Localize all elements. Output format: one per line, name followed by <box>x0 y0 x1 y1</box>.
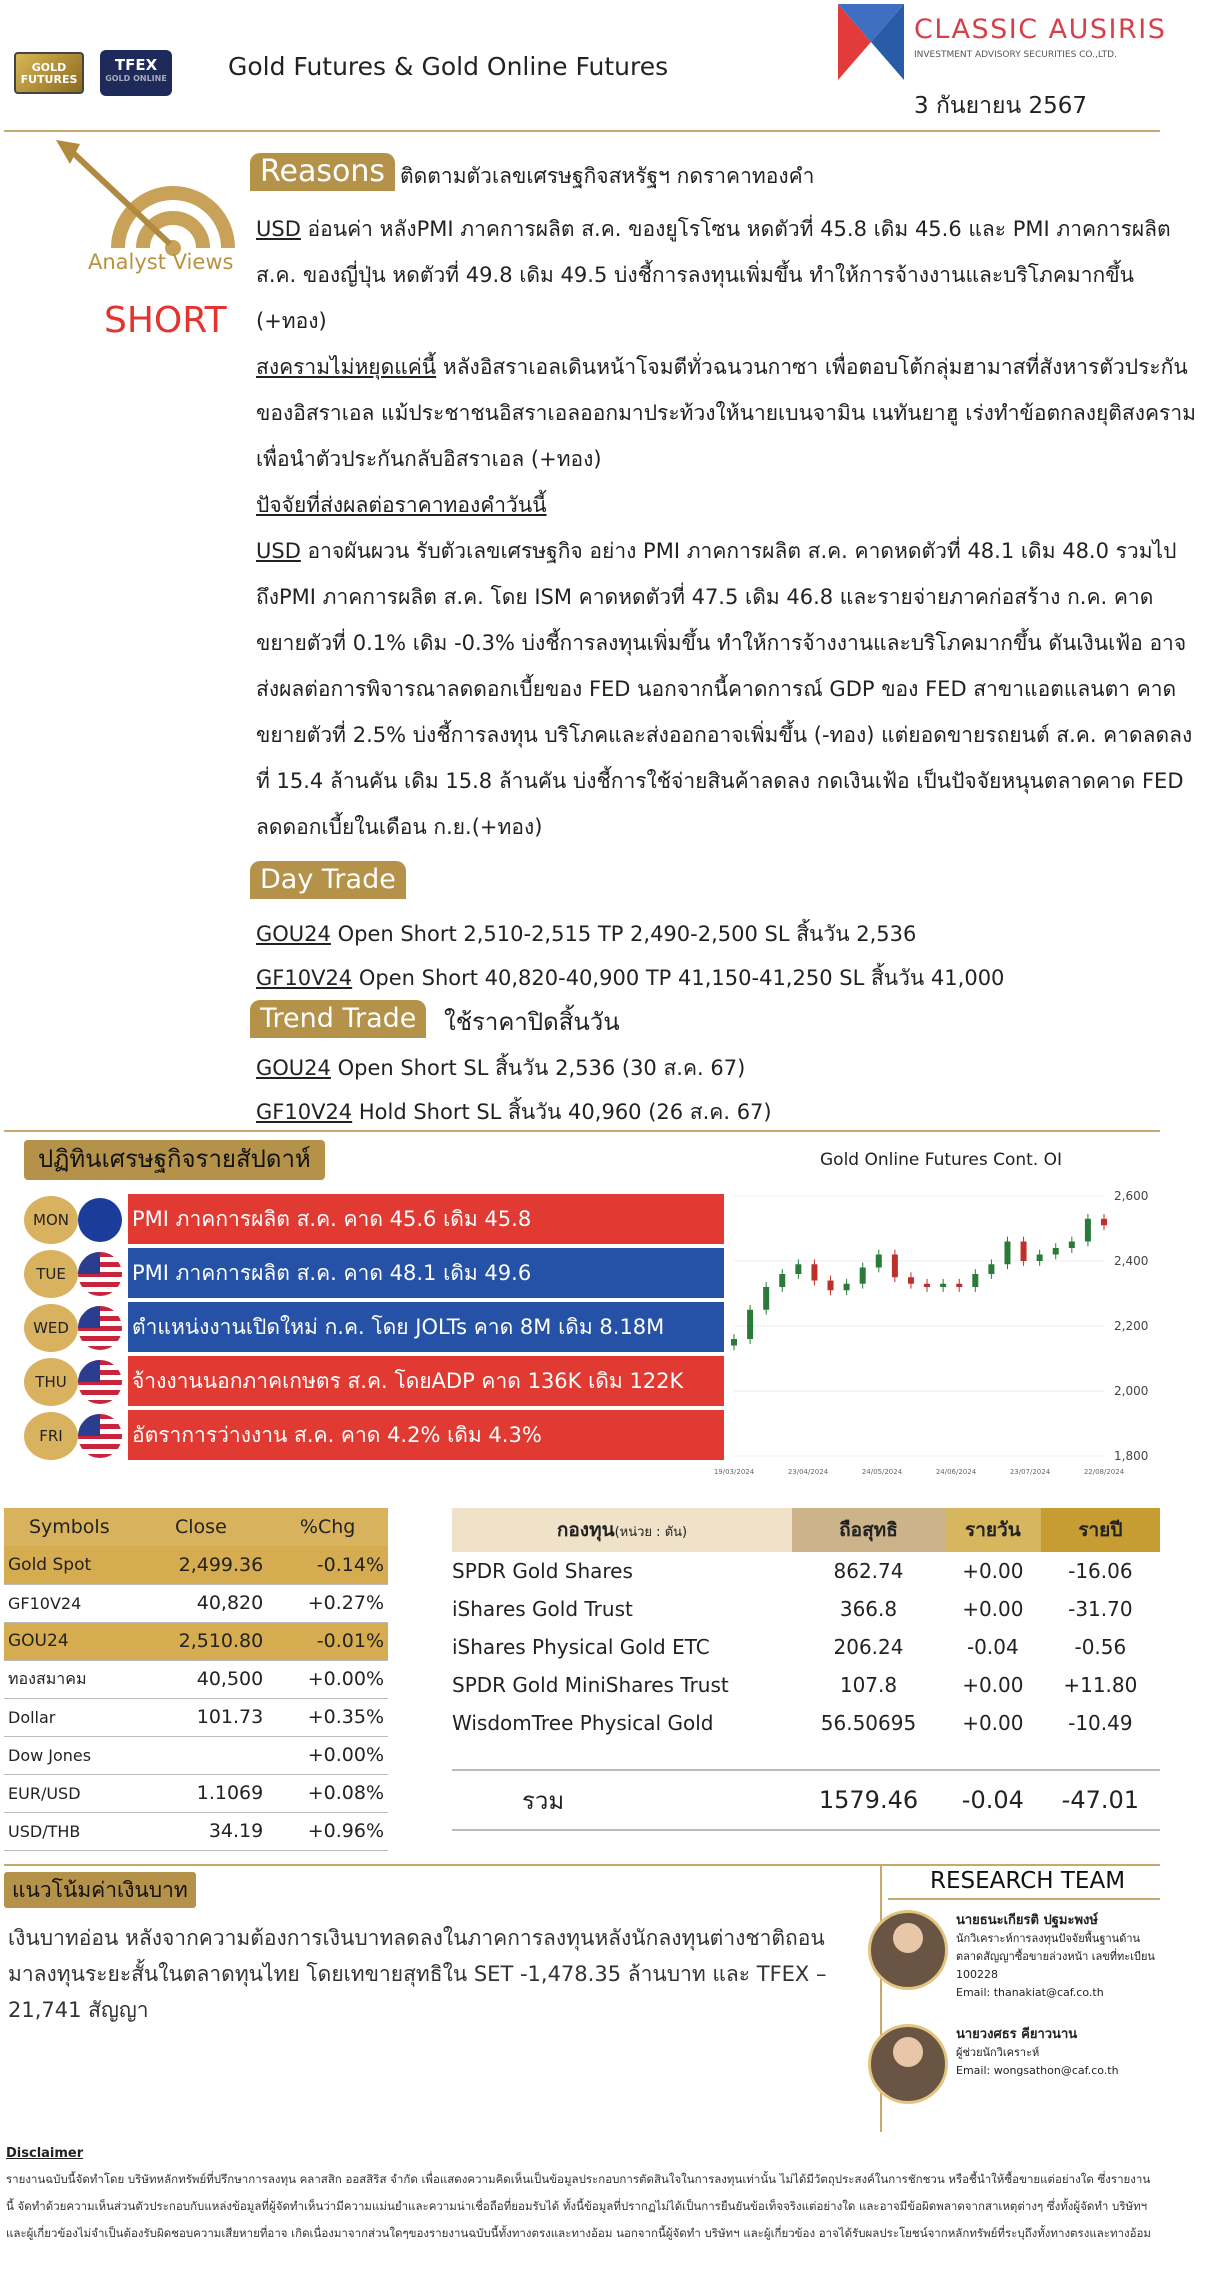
analyst-2-info <box>956 2026 1156 2080</box>
fund-day: +0.00 <box>962 1597 1024 1621</box>
col-header-hold: ถือสุทธิ <box>792 1508 945 1552</box>
analyst-role: ผู้ช่วยนักวิเคราะห์ <box>956 2046 1040 2059</box>
chg-cell: +0.00% <box>267 1660 388 1698</box>
col-header: Symbols <box>4 1508 135 1546</box>
gold-futures-logo <box>14 52 84 94</box>
fund-day: +0.00 <box>962 1559 1024 1583</box>
table-row <box>4 1698 388 1736</box>
chart-title: Gold Online Futures Cont. OI <box>820 1150 1063 1170</box>
total-row <box>452 1770 1160 1830</box>
close-cell: 40,820 <box>135 1584 268 1622</box>
day-badge: TUE <box>24 1250 78 1298</box>
table-row <box>4 1546 388 1584</box>
table-row <box>452 1590 1160 1628</box>
divider <box>888 1898 1160 1900</box>
total-hold: 1579.46 <box>792 1770 945 1830</box>
candle-body <box>747 1310 753 1339</box>
y-tick-label: 1,800 <box>1114 1449 1149 1463</box>
x-tick-label: 23/07/2024 <box>1009 1468 1051 1476</box>
day-badge: MON <box>24 1196 78 1244</box>
close-cell: 1.1069 <box>135 1774 268 1812</box>
calendar-event: PMI ภาคการผลิต ส.ค. คาด 45.6 เดิม 45.8 <box>128 1194 724 1244</box>
baht-trend-title: แนวโน้มค่าเงินบาท <box>4 1872 196 1908</box>
reasons-heading: ติดตามตัวเลขเศรษฐกิจสหรัฐฯ กดราคาทองคำ <box>400 164 815 188</box>
us-flag-icon <box>78 1360 122 1404</box>
col-header-year: รายปี <box>1041 1508 1160 1552</box>
reason-war-paragraph <box>256 344 1204 482</box>
chg-cell: +0.08% <box>267 1774 388 1812</box>
candle-body <box>795 1264 801 1274</box>
col-header-fund <box>452 1508 792 1552</box>
calendar-event: อัตราการว่างงาน ส.ค. คาด 4.2% เดิม 4.3% <box>128 1410 724 1460</box>
trade-text: Hold Short SL สิ้นวัน 40,960 (26 ส.ค. 67) <box>352 1100 772 1124</box>
trend-trade-tag: Trend Trade <box>250 1000 426 1038</box>
candle-body <box>876 1255 882 1268</box>
us-flag-icon <box>78 1414 122 1458</box>
day-trade-row <box>256 962 1004 995</box>
candle-body <box>779 1274 785 1287</box>
candle-body <box>1037 1255 1043 1262</box>
symbol-cell: ทองสมาคม <box>4 1660 135 1698</box>
trade-text: Open Short 40,820-40,900 TP 41,150-41,250 SL สิ้นวัน 41,000 <box>352 966 1005 990</box>
x-tick-label: 23/04/2024 <box>787 1468 829 1476</box>
candle-body <box>924 1284 930 1287</box>
fund-hold: 107.8 <box>839 1673 898 1697</box>
calendar-event: ตำแหน่งงานเปิดใหม่ ก.ค. โดย JOLTs คาด 8M เดิม 8.18M <box>128 1302 724 1352</box>
chg-cell: -0.14% <box>267 1546 388 1584</box>
analyst-email: Email: wongsathon@caf.co.th <box>956 2064 1119 2077</box>
fund-year: -16.06 <box>1068 1559 1133 1583</box>
candle-body <box>1053 1248 1059 1255</box>
reason-usd-paragraph <box>256 206 1204 344</box>
us-flag-icon <box>78 1252 122 1296</box>
symbol-cell: USD/THB <box>4 1812 135 1850</box>
candle-body <box>1101 1219 1107 1226</box>
factors-lead: ปัจจัยที่ส่งผลต่อราคาทองคำวันนี้ <box>256 493 547 517</box>
table-header-row <box>452 1508 1160 1552</box>
chg-cell: +0.00% <box>267 1736 388 1774</box>
avatar <box>868 2024 948 2104</box>
fund-year: -0.56 <box>1074 1635 1127 1659</box>
calendar-event: จ้างงานนอกภาคเกษตร ส.ค. โดยADP คาด 136K เดิม 122K <box>128 1356 724 1406</box>
day-badge: FRI <box>24 1412 78 1460</box>
day-trade-row <box>256 918 916 951</box>
page-title: Gold Futures & Gold Online Futures <box>228 52 669 81</box>
day-trade-tag: Day Trade <box>250 861 406 899</box>
reasons-tag: Reasons <box>250 153 395 191</box>
close-cell: 40,500 <box>135 1660 268 1698</box>
candle-body <box>892 1255 898 1278</box>
x-tick-label: 19/03/2024 <box>713 1468 755 1476</box>
chg-cell: -0.01% <box>267 1622 388 1660</box>
spacer-row <box>452 1742 1160 1770</box>
y-tick-label: 2,600 <box>1114 1189 1149 1203</box>
trend-trade-note: ใช้ราคาปิดสิ้นวัน <box>444 1008 620 1036</box>
table-row <box>452 1704 1160 1742</box>
fund-name: SPDR Gold MiniShares Trust <box>452 1673 729 1697</box>
table-row <box>4 1736 388 1774</box>
calendar-event: PMI ภาคการผลิต ส.ค. คาด 48.1 เดิม 49.6 <box>128 1248 724 1298</box>
candle-body <box>1085 1219 1091 1242</box>
candle-body <box>828 1281 834 1291</box>
symbol-cell: EUR/USD <box>4 1774 135 1812</box>
divider <box>4 1864 1160 1866</box>
fund-hold: 366.8 <box>839 1597 898 1621</box>
total-year: -47.01 <box>1041 1770 1160 1830</box>
close-cell <box>135 1736 268 1774</box>
fund-year: -10.49 <box>1068 1711 1133 1735</box>
table-row <box>452 1552 1160 1590</box>
trade-symbol: GOU24 <box>256 922 331 946</box>
candle-body <box>731 1339 737 1346</box>
trade-symbol: GOU24 <box>256 1056 331 1080</box>
factors-paragraph <box>256 528 1204 850</box>
day-badge: THU <box>24 1358 78 1406</box>
brand-name: CLASSIC AUSIRIS <box>914 14 1167 45</box>
reason-lead: สงครามไม่หยุดแค่นี้ <box>256 355 437 379</box>
fund-header-unit: (หน่วย : ตัน) <box>614 1525 688 1540</box>
symbol-cell: GF10V24 <box>4 1584 135 1622</box>
close-cell: 2,510.80 <box>135 1622 268 1660</box>
table-row <box>452 1628 1160 1666</box>
candle-body <box>940 1284 946 1287</box>
trade-text: Open Short SL สิ้นวัน 2,536 (30 ส.ค. 67) <box>330 1056 746 1080</box>
fund-year: -31.70 <box>1068 1597 1133 1621</box>
chg-cell: +0.35% <box>267 1698 388 1736</box>
report-date: 3 กันยายน 2567 <box>914 93 1088 119</box>
fund-name: WisdomTree Physical Gold <box>452 1711 714 1735</box>
candle-body <box>972 1274 978 1287</box>
total-label: รวม <box>452 1770 792 1830</box>
analyst-view-short: SHORT <box>104 300 227 341</box>
analyst-views-label: Analyst Views <box>88 250 234 274</box>
trend-trade-row <box>256 1052 745 1085</box>
symbol-cell: Dow Jones <box>4 1736 135 1774</box>
divider <box>4 1130 1160 1132</box>
y-tick-label: 2,000 <box>1114 1384 1149 1398</box>
candle-body <box>811 1264 817 1280</box>
x-tick-label: 24/05/2024 <box>861 1468 903 1476</box>
chg-cell: +0.96% <box>267 1812 388 1850</box>
day-badge: WED <box>24 1304 78 1352</box>
fund-day: -0.04 <box>966 1635 1019 1659</box>
us-flag-icon <box>78 1306 122 1350</box>
col-header-day: รายวัน <box>945 1508 1041 1552</box>
candle-body <box>908 1277 914 1284</box>
fund-hold: 56.50695 <box>820 1711 917 1735</box>
candle-body <box>844 1284 850 1291</box>
eu-flag-icon <box>78 1198 122 1242</box>
y-tick-label: 2,200 <box>1114 1319 1149 1333</box>
gold-funds-table <box>452 1508 1160 1831</box>
avatar <box>868 1910 948 1990</box>
analyst-name: นายธนะเกียรติ ปฐมะพงษ์ <box>956 1913 1098 1928</box>
analyst-name: นายวงศธร คียาวนาน <box>956 2027 1078 2042</box>
tfex-logo-sub: GOLD ONLINE <box>105 74 167 83</box>
analyst-1-info <box>956 1912 1156 2002</box>
reason-text: หลังอิสราเอลเดินหน้าโจมตีทั่วฉนวนกาซา เพื่อตอบโต้กลุ่มฮามาสที่สังหารตัวประกันของอิสราเอล แม้ประชาชนอิสราเอลออกมาประท้วงให้นายเบนจามิน เนทันยาฮู เร่งทำข้อตกลงยุติสงครามเพื่อนำตัวประกันกลับอิสราเอล (+ทอง) <box>256 355 1196 471</box>
tfex-logo-text: TFEX <box>114 56 158 74</box>
symbol-cell: GOU24 <box>4 1622 135 1660</box>
reason-text: อ่อนค่า หลังPMI ภาคการผลิต ส.ค. ของยูโรโซน หดตัวที่ 45.8 เดิม 45.6 และ PMI ภาคการผลิต ส.ค. ของญี่ปุ่น หดตัวที่ 49.8 เดิม 49.5 บ่งชี้การลงทุนเพิ่มขึ้น ทำให้การจ้างงานและบริโภคมากขึ้น (+ทอง) <box>256 217 1171 333</box>
close-cell: 2,499.36 <box>135 1546 268 1584</box>
total-day: -0.04 <box>945 1770 1041 1830</box>
fund-name: iShares Physical Gold ETC <box>452 1635 710 1659</box>
brand-logo-icon <box>838 4 904 80</box>
analyst-role: นักวิเคราะห์การลงทุนปัจจัยพื้นฐานด้านตลาดสัญญาซื้อขายล่วงหน้า เลขที่ทะเบียน 100228 <box>956 1932 1155 1981</box>
calendar-title: ปฏิทินเศรษฐกิจรายสัปดาห์ <box>24 1140 325 1180</box>
fund-hold: 206.24 <box>833 1635 904 1659</box>
disclaimer-title: Disclaimer <box>6 2146 84 2161</box>
factors-text: อาจผันผวน รับตัวเลขเศรษฐกิจ อย่าง PMI ภาคการผลิต ส.ค. คาดหดตัวที่ 48.1 เดิม 48.0 รวมไปถึงPMI ภาคการผลิต ส.ค. โดย ISM คาดหดตัวที่ 47.5 เดิม 46.8 และรายจ่ายภาคก่อสร้าง ก.ค. คาดขยายตัวที่ 0.1% เดิม -0.3% บ่งชี้การลงทุนเพิ่มขึ้น ทำให้การจ้างงานและบริโภคมากขึ้น ดันเงินเฟ้อ อาจส่งผลต่อการพิจารณาลดดอกเบี้ยของ FED นอกจากนี้คาดการณ์ GDP ของ FED สาขาแอตแลนตา คาดขยายตัวที่ 2.5% บ่งชี้การลงทุน บริโภคและส่งออกอาจเพิ่มขึ้น (-ทอง) แต่ยอดขายรถยนต์ ส.ค. คาดลดลงที่ 15.4 ล้านคัน เดิม 15.8 ล้านคัน บ่งชี้การใช้จ่ายสินค้าลดลง กดเงินเฟ้อ เป็นปัจจัยหนุนตลาดคาด FED ลดดอกเบี้ยในเดือน ก.ย.(+ทอง) <box>256 539 1193 839</box>
fund-day: +0.00 <box>962 1711 1024 1735</box>
candle-body <box>763 1287 769 1310</box>
candle-body <box>1021 1242 1027 1262</box>
gold-logo-text: GOLD FUTURES <box>20 61 78 86</box>
x-tick-label: 22/08/2024 <box>1083 1468 1125 1476</box>
reason-lead: USD <box>256 217 301 241</box>
table-header-row <box>4 1508 388 1546</box>
close-cell: 101.73 <box>135 1698 268 1736</box>
fund-hold: 862.74 <box>833 1559 904 1583</box>
candle-body <box>988 1264 994 1274</box>
trade-text: Open Short 2,510-2,515 TP 2,490-2,500 SL สิ้นวัน 2,536 <box>330 922 917 946</box>
x-tick-label: 24/06/2024 <box>935 1468 977 1476</box>
trade-symbol: GF10V24 <box>256 966 353 990</box>
table-row <box>452 1666 1160 1704</box>
baht-trend-text: เงินบาทอ่อน หลังจากความต้องการเงินบาทลดลงในภาคการลงทุนหลังนักลงทุนต่างชาติถอนมาลงทุนระยะสั้นในตลาดทุนไทย โดยเทขายสุทธิใน SET -1,478.35 ล้านบาท และ TFEX –21,741 สัญญา <box>8 1926 827 2022</box>
fund-name: SPDR Gold Shares <box>452 1559 633 1583</box>
candle-body <box>1069 1242 1075 1249</box>
candle-body <box>956 1284 962 1287</box>
table-row <box>4 1812 388 1850</box>
fund-header-label: กองทุน <box>556 1519 615 1541</box>
symbol-cell: Gold Spot <box>4 1546 135 1584</box>
brand-subtitle: INVESTMENT ADVISORY SECURITIES CO.,LTD. <box>914 50 1117 60</box>
analyst-email: Email: thanakiat@caf.co.th <box>956 1986 1104 1999</box>
y-tick-label: 2,400 <box>1114 1254 1149 1268</box>
table-row <box>4 1622 388 1660</box>
candle-body <box>860 1268 866 1284</box>
table-row <box>4 1584 388 1622</box>
fund-year: +11.80 <box>1063 1673 1138 1697</box>
divider <box>4 130 1160 132</box>
col-header: %Chg <box>267 1508 388 1546</box>
chg-cell: +0.27% <box>267 1584 388 1622</box>
candle-body <box>1004 1242 1010 1265</box>
oi-chart <box>713 1180 1164 1480</box>
table-row <box>4 1660 388 1698</box>
symbol-cell: Dollar <box>4 1698 135 1736</box>
trade-symbol: GF10V24 <box>256 1100 353 1124</box>
tfex-logo <box>100 50 172 96</box>
disclaimer-text: รายงานฉบับนี้จัดทำโดย บริษัทหลักทรัพย์ที่ปรึกษาการลงทุน คลาสสิก ออสสิริส จำกัด เพื่อแสดงความคิดเห็นเป็นข้อมูลประกอบการตัดสินใจในการลงทุนเท่านั้น ไม่ได้มีวัตถุประสงค์ในการชักชวน หรือชี้นำให้ซื้อขายแต่อย่างใด ซึ่งรายงานนี้ จัดทำด้วยความเห็นส่วนตัวประกอบกับแหล่งข้อมูลที่ผู้จัดทำเห็นว่ามีความแม่นยำและความน่าเชื่อถือที่ยอมรับได้ ทั้งนี้ข้อมูลที่ปรากฏไม่ได้เป็นการยืนยันข้อเท็จจริงแต่อย่างใด และอาจมีข้อผิดพลาดจากสาเหตุต่างๆ ซึ่งทั้งผู้จัดทำ บริษัทฯ และผู้เกี่ยวข้องไม่จำเป็นต้องรับผิดชอบความเสียหายที่อาจ เกิดเนื่องมาจากส่วนใดๆของรายงานฉบับนี้ทั้งทางตรงและทางอ้อม นอกจากนี้ผู้จัดทำ บริษัทฯ และผู้เกี่ยวข้อง อาจได้รับผลประโยชน์จากหลักทรัพย์ที่ระบุถึงทั้งทางตรงและทางอ้อม <box>6 2172 1152 2240</box>
symbols-table <box>4 1508 388 1851</box>
factors-lead: USD <box>256 539 301 563</box>
factors-heading <box>256 482 1204 528</box>
table-row <box>4 1774 388 1812</box>
close-cell: 34.19 <box>135 1812 268 1850</box>
fund-day: +0.00 <box>962 1673 1024 1697</box>
col-header: Close <box>135 1508 268 1546</box>
fund-name: iShares Gold Trust <box>452 1597 633 1621</box>
trend-trade-row <box>256 1096 772 1129</box>
research-team-title: RESEARCH TEAM <box>930 1868 1126 1894</box>
